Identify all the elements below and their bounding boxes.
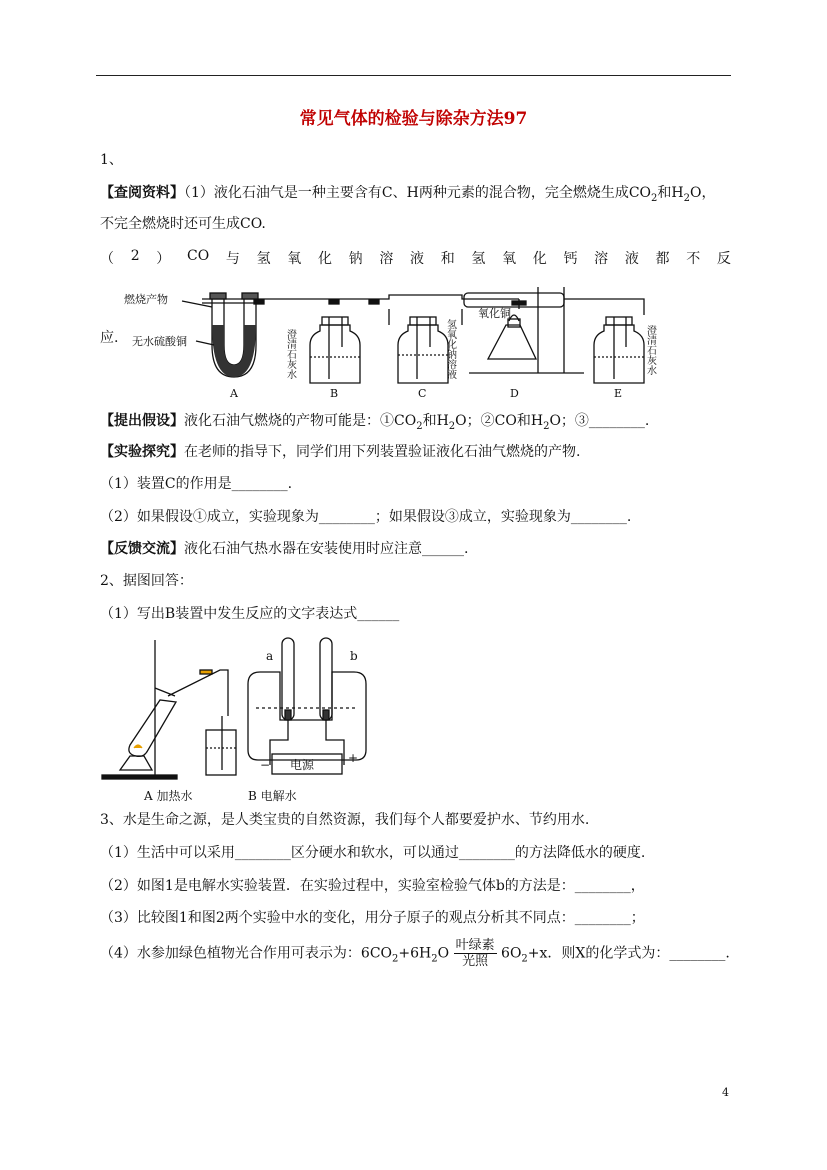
q3-line-3: （2）如图1是电解水实验装置．在实验过程中，实验室检验气体b的方法是：________， <box>100 878 645 894</box>
q1-line-3-char: 钠 <box>348 251 363 267</box>
q1-line-3-char: 2 <box>130 248 140 264</box>
q3-line-1: 3、水是生命之源，是人类宝贵的自然资源，我们每个人都要爱护水、节约用水. <box>100 812 590 828</box>
label-power: 电源 <box>290 758 315 772</box>
label-naoh: 氢氧化钠溶液 <box>444 319 456 379</box>
q1-line-3-char: 和 <box>440 251 455 267</box>
q1-line-4: 应. <box>100 330 119 346</box>
label-products: 燃烧产物 <box>124 293 168 306</box>
q3-line-2: （1）生活中可以采用________区分硬水和软水，可以通过________的方法降低水的硬度. <box>100 845 646 861</box>
q1-line-3-char: 溶 <box>594 251 609 267</box>
header-rule <box>96 75 731 76</box>
tag-research: 【查阅资料】 <box>100 185 184 201</box>
q1-line-3-char: 氢 <box>471 251 486 267</box>
label-A: A <box>230 387 238 400</box>
q1-line-3-char: 溶 <box>379 251 394 267</box>
label-cuso4: 无水硫酸铜 <box>132 335 187 348</box>
label-a: a <box>266 649 274 663</box>
q1-line-3-char: 钙 <box>563 251 578 267</box>
q1-line-1: 【查阅资料】（1）液化石油气是一种主要含有C、H两种元素的混合物，完全燃烧生成$CO_2$和$H_2O$， <box>100 185 716 204</box>
vertical-labels <box>285 318 657 380</box>
q1-sub-1: （1）装置C的作用是________. <box>100 476 293 492</box>
q1-line-3-char: CO <box>186 248 210 264</box>
label-D: D <box>510 387 519 400</box>
label-e-limewater: 澄清石灰水 <box>644 325 656 375</box>
q1-line-3-char: 化 <box>317 251 332 267</box>
water-figure <box>100 630 410 806</box>
q3-line-5: （4）水参加绿色植物光合作用可表示为：$6CO_2+6H_2O$ $\frac{\text{叶绿素}}{\text{光照}}$ $6O_2+x$．则X的化学式为：________. <box>100 938 730 969</box>
q1-line-3-char: 化 <box>532 251 547 267</box>
q1-line-3-char: 与 <box>225 251 240 267</box>
q1-feedback: 【反馈交流】液化石油气热水器在安装使用时应注意______. <box>100 541 469 557</box>
q3-line-4: （3）比较图1和图2两个实验中水的变化，用分子原子的观点分析其不同点：________； <box>100 910 645 926</box>
caption-B: B 电解水 <box>248 789 297 803</box>
label-b-limewater: 澄清石灰水 <box>284 329 296 379</box>
label-minus: − <box>260 758 271 772</box>
q1-line-3-char: 液 <box>410 251 424 267</box>
label-C: C <box>418 387 427 400</box>
q1-line-2: 不完全燃烧时还可生成CO. <box>100 216 266 232</box>
q1-line-3-char: ） <box>156 251 171 267</box>
q1-line-3 <box>100 248 731 268</box>
label-B: B <box>330 387 339 400</box>
q2-line-1: 2、据图回答： <box>100 573 193 589</box>
page-title: 常见气体的检验与除杂方法97 <box>299 109 528 129</box>
q1-line-3-char: 氢 <box>256 251 271 267</box>
q1-number: 1、 <box>100 152 123 168</box>
q1-sub-2: （2）如果假设①成立，实验现象为________；如果假设③成立，实验现象为________. <box>100 509 632 525</box>
q1-hypothesis: 【提出假设】液化石油气燃烧的产物可能是：$①CO_2$和$H_2O$；②CO和$H_2O$；③________. <box>100 413 650 432</box>
q1-line-3-char: 都 <box>655 251 670 267</box>
apparatus-figure <box>124 285 664 403</box>
q1-line-3-char: 不 <box>686 251 701 267</box>
label-cuo: 氧化铜 <box>478 307 511 320</box>
q1-line-3-char: （ <box>100 251 114 267</box>
q1-line-3-char: 氧 <box>287 251 302 267</box>
label-E: E <box>614 387 623 400</box>
q1-line-3-char: 氧 <box>502 251 517 267</box>
q1-line-3-char: 液 <box>624 251 639 267</box>
reaction-condition: $\frac{\text{叶绿素}}{\text{光照}}$ <box>455 938 495 969</box>
q2-line-2: （1）写出B装置中发生反应的文字表达式______ <box>100 606 400 622</box>
label-b: b <box>350 649 358 663</box>
q1-experiment: 【实验探究】在老师的指导下，同学们用下列装置验证液化石油气燃烧的产物. <box>100 444 581 460</box>
caption-A: A 加热水 <box>144 789 193 803</box>
page-number: 4 <box>722 1086 729 1099</box>
q1-line-3-char: 反 <box>716 251 731 267</box>
label-plus: + <box>348 751 359 765</box>
